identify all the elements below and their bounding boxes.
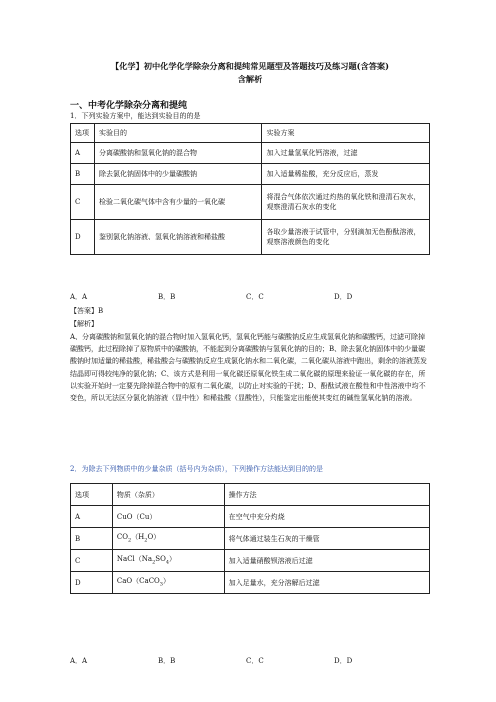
section-heading: 一、中考化学除杂分离和提纯 bbox=[70, 101, 188, 111]
table-cell: 各取少量溶液于试管中，分别滴加无色酚酞溶液，观察溶液颜色的变化 bbox=[262, 220, 430, 255]
table-cell: CuO（Cu） bbox=[112, 506, 224, 528]
table-cell: 分离碳酸钠和氢氧化钠的混合物 bbox=[94, 143, 262, 164]
table-cell: 检验二氧化碳气体中含有少量的一氧化碳 bbox=[94, 185, 262, 220]
table-row bbox=[71, 572, 430, 594]
q1-table bbox=[70, 123, 430, 255]
table-header-row bbox=[71, 124, 430, 143]
header-cell: 选项 bbox=[71, 484, 113, 506]
table-cell: 加入适量硝酸钡溶液后过滤 bbox=[224, 550, 429, 572]
table-cell: A bbox=[71, 143, 95, 164]
table-cell: B bbox=[71, 528, 113, 550]
table-cell: 将气体通过装生石灰的干燥管 bbox=[224, 528, 429, 550]
table-row bbox=[71, 528, 430, 550]
q1-stem: 1．下列实验方案中，能达到实验目的的是 bbox=[70, 112, 201, 120]
table-row bbox=[71, 143, 430, 164]
header-cell: 操作方法 bbox=[224, 484, 429, 506]
q2-stem: 2．为除去下列物质中的少量杂质（括号内为杂质），下列操作方法能达到目的的是 bbox=[70, 465, 323, 473]
table-cell: $NaCl(Na_2SO_4)$ bbox=[112, 550, 224, 572]
header-cell: 物质（杂质） bbox=[112, 484, 224, 506]
option-a: A．A bbox=[70, 657, 88, 665]
q1-analysis-label: 【解析】 bbox=[70, 320, 98, 328]
header-cell: 实验目的 bbox=[94, 124, 262, 143]
table-cell: 加入适量稀盐酸，充分反应后，蒸发 bbox=[262, 164, 430, 185]
table-row bbox=[71, 185, 430, 220]
table-cell: C bbox=[71, 185, 95, 220]
title-line-2: 含解析 bbox=[237, 74, 263, 84]
table-cell: 将混合气体依次通过灼热的氧化铁和澄清石灰水，观察澄清石灰水的变化 bbox=[262, 185, 430, 220]
table-row bbox=[71, 550, 430, 572]
table-cell: C bbox=[71, 550, 113, 572]
table-cell: 鉴别氯化钠溶液、氢氧化钠溶液和稀盐酸 bbox=[94, 220, 262, 255]
option-b: B．B bbox=[158, 293, 176, 301]
table-row bbox=[71, 506, 430, 528]
option-d: D．D bbox=[334, 293, 353, 301]
table-header-row bbox=[71, 484, 430, 506]
table-cell: D bbox=[71, 220, 95, 255]
q1-answer: 【答案】B bbox=[70, 307, 104, 315]
table-cell: 除去氯化钠固体中的少量碳酸钠 bbox=[94, 164, 262, 185]
option-d: D．D bbox=[334, 657, 353, 665]
q2-table bbox=[70, 483, 430, 594]
q1-analysis: A、分离碳酸钠和氢氧化钠的混合物时加入氢氧化钙，氢氧化钙能与碳酸钠反应生成氢氧化钠和碳酸钙，过滤可除掉碳酸钙，此过程除掉了原物质中的碳酸钠，不能起到分离碳酸钠与氢氧化钠的目的；B、除去氯化钠固体中的少量碳酸钠时加适量的稀盐酸，稀盐酸会与碳酸钠反应生成氯化钠水和二氧化碳，二氧化碳从溶液中跑出，剩余的溶液蒸发结晶即可得较纯净的氯化钠；C、该方式是利用一氧化碳还原氧化铁生成二氧化碳的原理来验证一氧化碳的存在，所以实验开始时一定要先除掉混合物中的原有二氧化碳，以防止对实验的干扰；D、酚酞试液在酸性和中性溶液中均不变色，所以无法区分氯化钠溶液（显中性）和稀盐酸（显酸性），只能鉴定出能使其变红的碱性氢氧化钠的溶液。 bbox=[70, 333, 427, 403]
header-cell: 选项 bbox=[71, 124, 95, 143]
table-cell: $CO_2(H_2O)$ bbox=[112, 528, 224, 550]
q1-options bbox=[70, 292, 430, 302]
table-cell: 加入足量水，充分溶解后过滤 bbox=[224, 572, 429, 594]
table-cell: 加入过量氢氧化钙溶液，过滤 bbox=[262, 143, 430, 164]
q2-options bbox=[70, 656, 430, 666]
table-cell: A bbox=[71, 506, 113, 528]
option-a: A．A bbox=[70, 293, 88, 301]
option-c: C．C bbox=[246, 657, 264, 665]
table-row bbox=[71, 164, 430, 185]
table-cell: D bbox=[71, 572, 113, 594]
option-b: B．B bbox=[158, 657, 176, 665]
table-row bbox=[71, 220, 430, 255]
title-line-1: 【化学】初中化学化学除杂分离和提纯常见题型及答题技巧及练习题(含答案) bbox=[111, 61, 389, 71]
table-cell: 在空气中充分灼烧 bbox=[224, 506, 429, 528]
table-cell: B bbox=[71, 164, 95, 185]
table-cell: CaO（CaCO$_3$） bbox=[112, 572, 224, 594]
header-cell: 实验方案 bbox=[262, 124, 430, 143]
document-title bbox=[70, 60, 430, 86]
option-c: C．C bbox=[246, 293, 264, 301]
